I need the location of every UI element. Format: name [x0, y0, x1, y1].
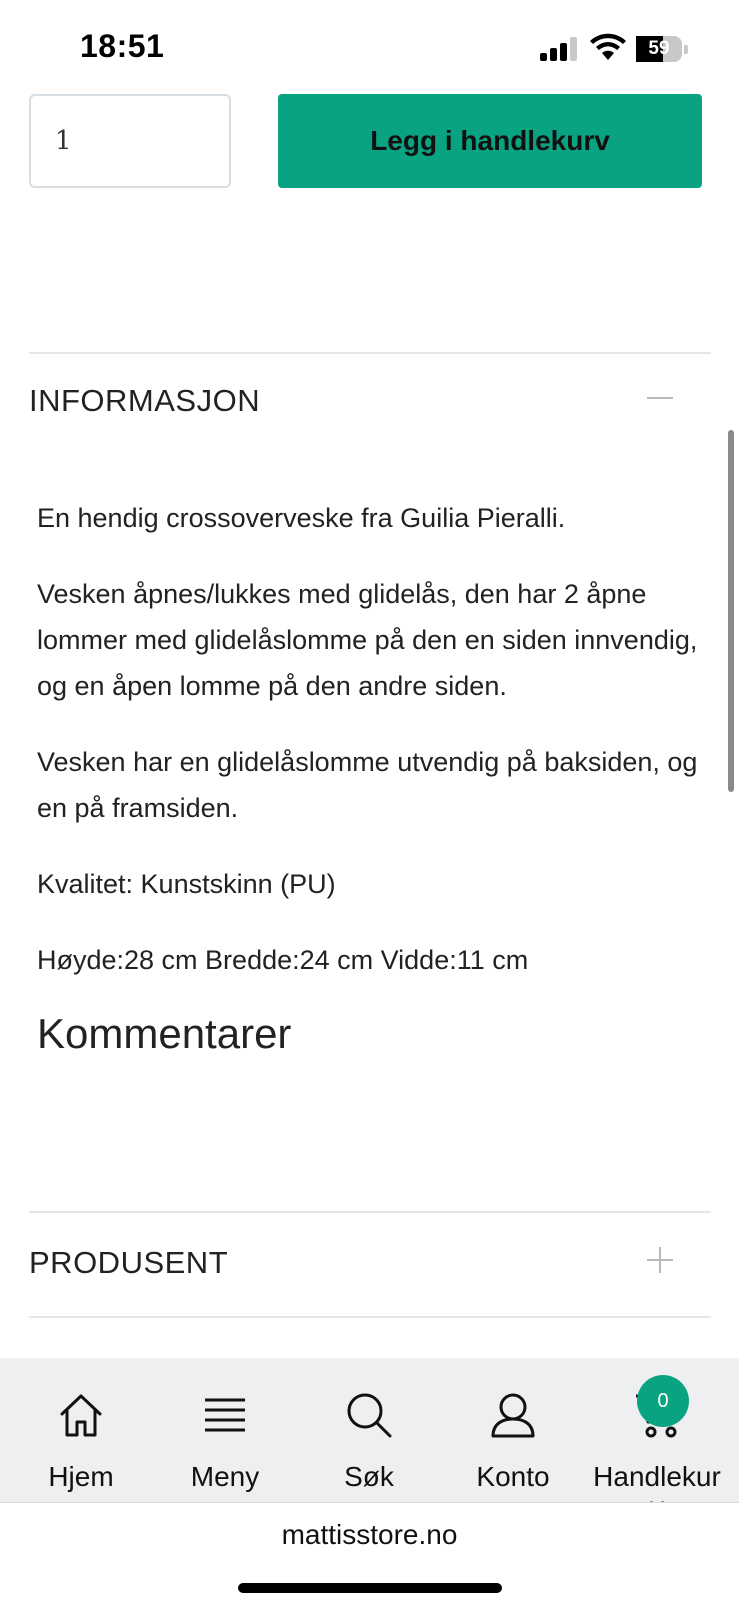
cellular-signal-icon	[540, 37, 578, 61]
status-time: 18:51	[80, 28, 165, 64]
menu-icon	[200, 1390, 250, 1440]
battery-icon	[636, 36, 688, 62]
manufacturer-section-title: PRODUSENT	[29, 1245, 229, 1280]
account-icon	[488, 1390, 538, 1440]
nav-label-menu: Meny	[190, 1461, 260, 1492]
description-paragraph: Vesken åpnes/lukkes med glidelås, den har 2 åpne lommer med glidelåslomme på den en siden innvendig, og en åpen lomme på den andre siden.	[37, 579, 698, 701]
section-divider	[29, 352, 711, 354]
information-section-title: INFORMASJON	[29, 383, 261, 418]
add-to-cart-button[interactable]: Legg i handlekurv	[278, 94, 702, 188]
cart-count-badge[interactable]: 0	[637, 1375, 689, 1427]
nav-label-search: Søk	[344, 1461, 394, 1492]
nav-item-search[interactable]	[297, 1358, 441, 1502]
status-bar	[0, 0, 739, 92]
information-section-header[interactable]	[29, 383, 711, 443]
comments-heading: Kommentarer	[37, 1010, 292, 1057]
quantity-input[interactable]	[29, 94, 231, 188]
nav-label-account: Konto	[476, 1461, 550, 1492]
search-icon	[344, 1390, 394, 1440]
nav-label-home: Hjem	[48, 1461, 114, 1492]
minus-icon[interactable]	[645, 383, 675, 413]
nav-item-home[interactable]	[9, 1358, 153, 1502]
wifi-icon	[590, 34, 626, 62]
scrollbar-thumb[interactable]	[728, 430, 734, 792]
url-text[interactable]: mattisstore.no	[281, 1519, 458, 1550]
description-paragraph: Vesken har en glidelåslomme utvendig på baksiden, og en på framsiden.	[37, 747, 698, 823]
battery-level: 59	[648, 38, 670, 59]
quality-paragraph: Kvalitet: Kunstskinn (PU)	[37, 869, 336, 899]
browser-address-bar[interactable]	[0, 1502, 739, 1600]
home-icon	[56, 1390, 106, 1440]
section-divider	[29, 1211, 711, 1213]
description-paragraph: En hendig crossoverveske fra Guilia Pieralli.	[37, 503, 566, 533]
section-divider	[29, 1316, 711, 1318]
nav-item-menu[interactable]	[153, 1358, 297, 1502]
manufacturer-section-header[interactable]	[29, 1245, 711, 1305]
nav-item-account[interactable]	[441, 1358, 585, 1502]
dimensions-paragraph: Høyde:28 cm Bredde:24 cm Vidde:11 cm	[37, 945, 529, 975]
information-section-content	[37, 495, 707, 1013]
nav-label-cart: Handlekur	[593, 1461, 721, 1492]
bottom-navigation	[0, 1358, 739, 1502]
plus-icon[interactable]	[645, 1245, 675, 1275]
home-indicator[interactable]	[238, 1583, 502, 1593]
